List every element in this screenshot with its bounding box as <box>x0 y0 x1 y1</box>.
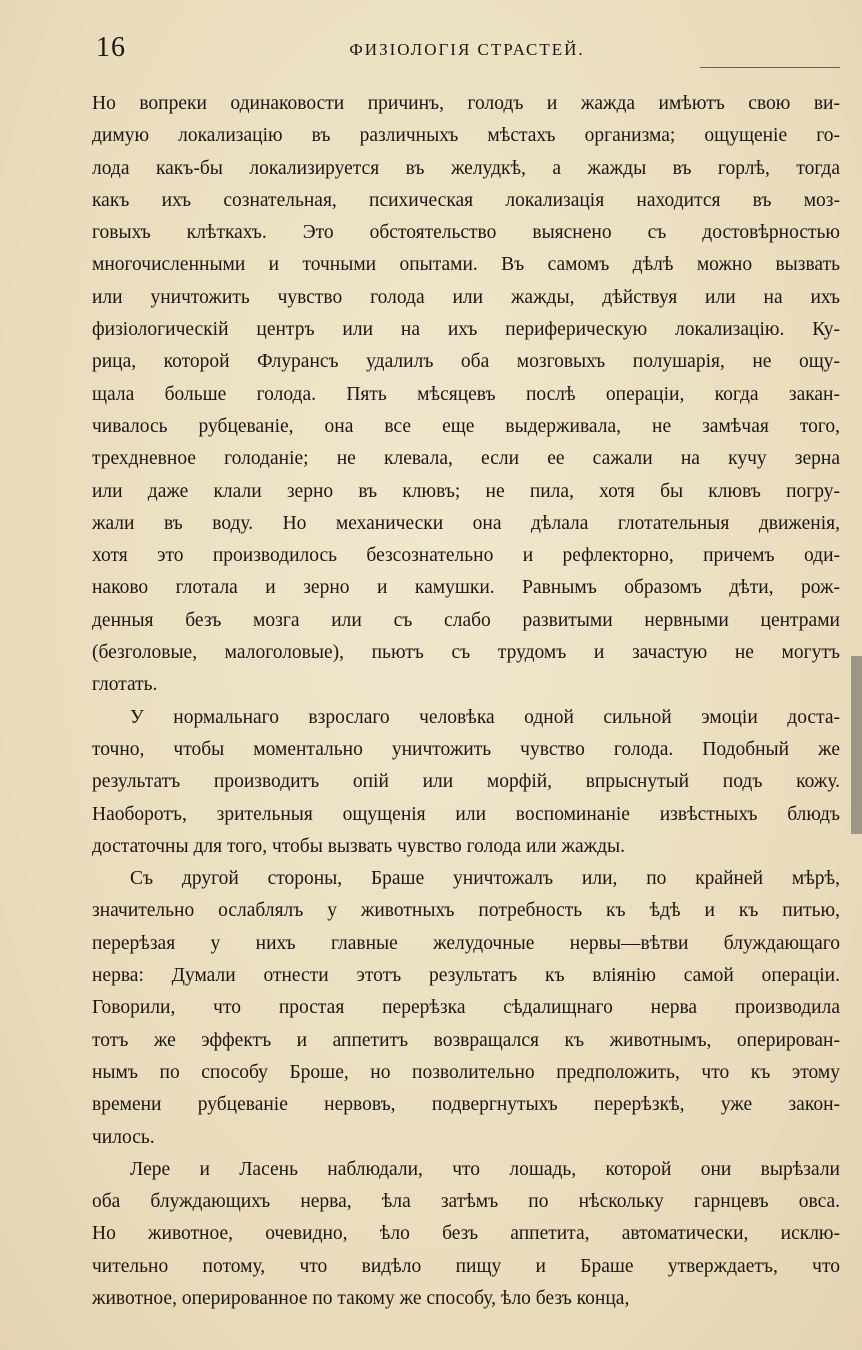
paragraph <box>92 88 840 702</box>
text-line: хотя это производилось безсознательно и рефлекторно, причемъ оди- <box>92 545 840 567</box>
text-line: димую локализацію въ различныхъ мѣстахъ организма; ощущеніе го- <box>92 125 840 147</box>
text-line: нерва: Думали отнести этотъ результатъ къ вліянію самой операціи. <box>92 965 840 987</box>
text-line: Съ другой стороны, Браше уничтожалъ или, по крайней мѣрѣ, <box>130 868 840 890</box>
text-line: щала больше голода. Пять мѣсяцевъ послѣ операціи, когда закан- <box>92 383 840 405</box>
text-line: значительно ослаблялъ у животныхъ потребность къ ѣдѣ и къ питью, <box>92 900 840 922</box>
paragraph <box>92 1154 840 1315</box>
page-header <box>92 30 842 66</box>
text-line: говыхъ клѣткахъ. Это обстоятельство выяснено съ достовѣрностью <box>92 222 840 244</box>
text-line: чивалось рубцеваніе, она все еще выдерживала, не замѣчая того, <box>92 415 840 437</box>
text-line: оба блуждающихъ нерва, ѣла затѣмъ по нѣскольку гарнцевъ овса. <box>92 1191 840 1213</box>
text-line: многочисленными и точными опытами. Въ самомъ дѣлѣ можно вызвать <box>92 254 840 276</box>
text-line: или уничтожить чувство голода или жажды, дѣйствуя или на ихъ <box>92 286 840 308</box>
text-line: жали въ воду. Но механически она дѣлала глотательныя движенія, <box>92 512 840 534</box>
text-line: физіологическій центръ или на ихъ периферическую локализацію. Ку- <box>92 319 840 341</box>
page-number: 16 <box>96 32 126 63</box>
text-line: времени рубцеваніе нервовъ, подвергнутыхъ перерѣзкѣ, уже закон- <box>92 1094 840 1116</box>
text-line: наково глотала и зерно и камушки. Равнымъ образомъ дѣти, рож- <box>92 577 840 599</box>
page-edge-mark <box>851 656 862 834</box>
text-line: У нормальнаго взрослаго человѣка одной сильной эмоціи доста- <box>130 706 840 728</box>
text-line: Но вопреки одинаковости причинъ, голодъ и жажда имѣютъ свою ви- <box>92 93 840 114</box>
text-line: перерѣзая у нихъ главные желудочные нервы—вѣтви блуждающаго <box>92 932 840 954</box>
text-line: чилось. <box>92 1126 155 1148</box>
text-line: денныя безъ мозга или съ слабо развитыми нервными центрами <box>92 609 840 631</box>
header-rule <box>700 67 840 68</box>
body-text <box>92 88 840 1315</box>
text-line: Наоборотъ, зрительныя ощущенія или воспоминаніе извѣстныхъ блюдъ <box>92 803 840 825</box>
text-line: тотъ же эффектъ и аппетитъ возвращался къ животнымъ, оперирован- <box>92 1029 840 1051</box>
running-title: ФИЗІОЛОГІЯ СТРАСТЕЙ. <box>349 40 585 59</box>
paragraph <box>92 863 840 1154</box>
text-line: нымъ по способу Броше, но позволительно предположить, что къ этому <box>92 1061 840 1083</box>
text-line: Говорили, что простая перерѣзка сѣдалищнаго нерва производила <box>92 997 840 1019</box>
text-line: (безголовые, малоголовые), пьютъ съ трудомъ и зачастую не могутъ <box>92 642 840 664</box>
text-line: результатъ производитъ опій или морфій, впрыснутый подъ кожу. <box>92 771 840 793</box>
text-line: животное, оперированное по такому же способу, ѣло безъ конца, <box>92 1287 630 1309</box>
text-line: чительно потому, что видѣло пищу и Браше утверждаетъ, что <box>92 1255 840 1277</box>
text-line: какъ ихъ сознательная, психическая локализація находится въ моз- <box>92 189 840 211</box>
paragraph <box>92 702 840 863</box>
text-line: точно, чтобы моментально уничтожить чувство голода. Подобный же <box>92 738 840 760</box>
text-line: Но животное, очевидно, ѣло безъ аппетита, автоматически, исклю- <box>92 1223 840 1245</box>
text-line: рица, которой Флурансъ удалилъ оба мозговыхъ полушарія, не ощу- <box>92 351 840 373</box>
text-line: глотать. <box>92 674 158 696</box>
text-line: достаточны для того, чтобы вызвать чувство голода или жажды. <box>92 835 625 857</box>
text-line: или даже клали зерно въ клювъ; не пила, хотя бы клювъ погру- <box>92 480 840 502</box>
text-line: лода какъ-бы локализируется въ желудкѣ, а жажды въ горлѣ, тогда <box>92 157 840 179</box>
text-line: Лере и Ласень наблюдали, что лошадь, которой они вырѣзали <box>130 1158 840 1180</box>
text-line: трехдневное голоданіе; не клевала, если ее сажали на кучу зерна <box>92 448 840 470</box>
